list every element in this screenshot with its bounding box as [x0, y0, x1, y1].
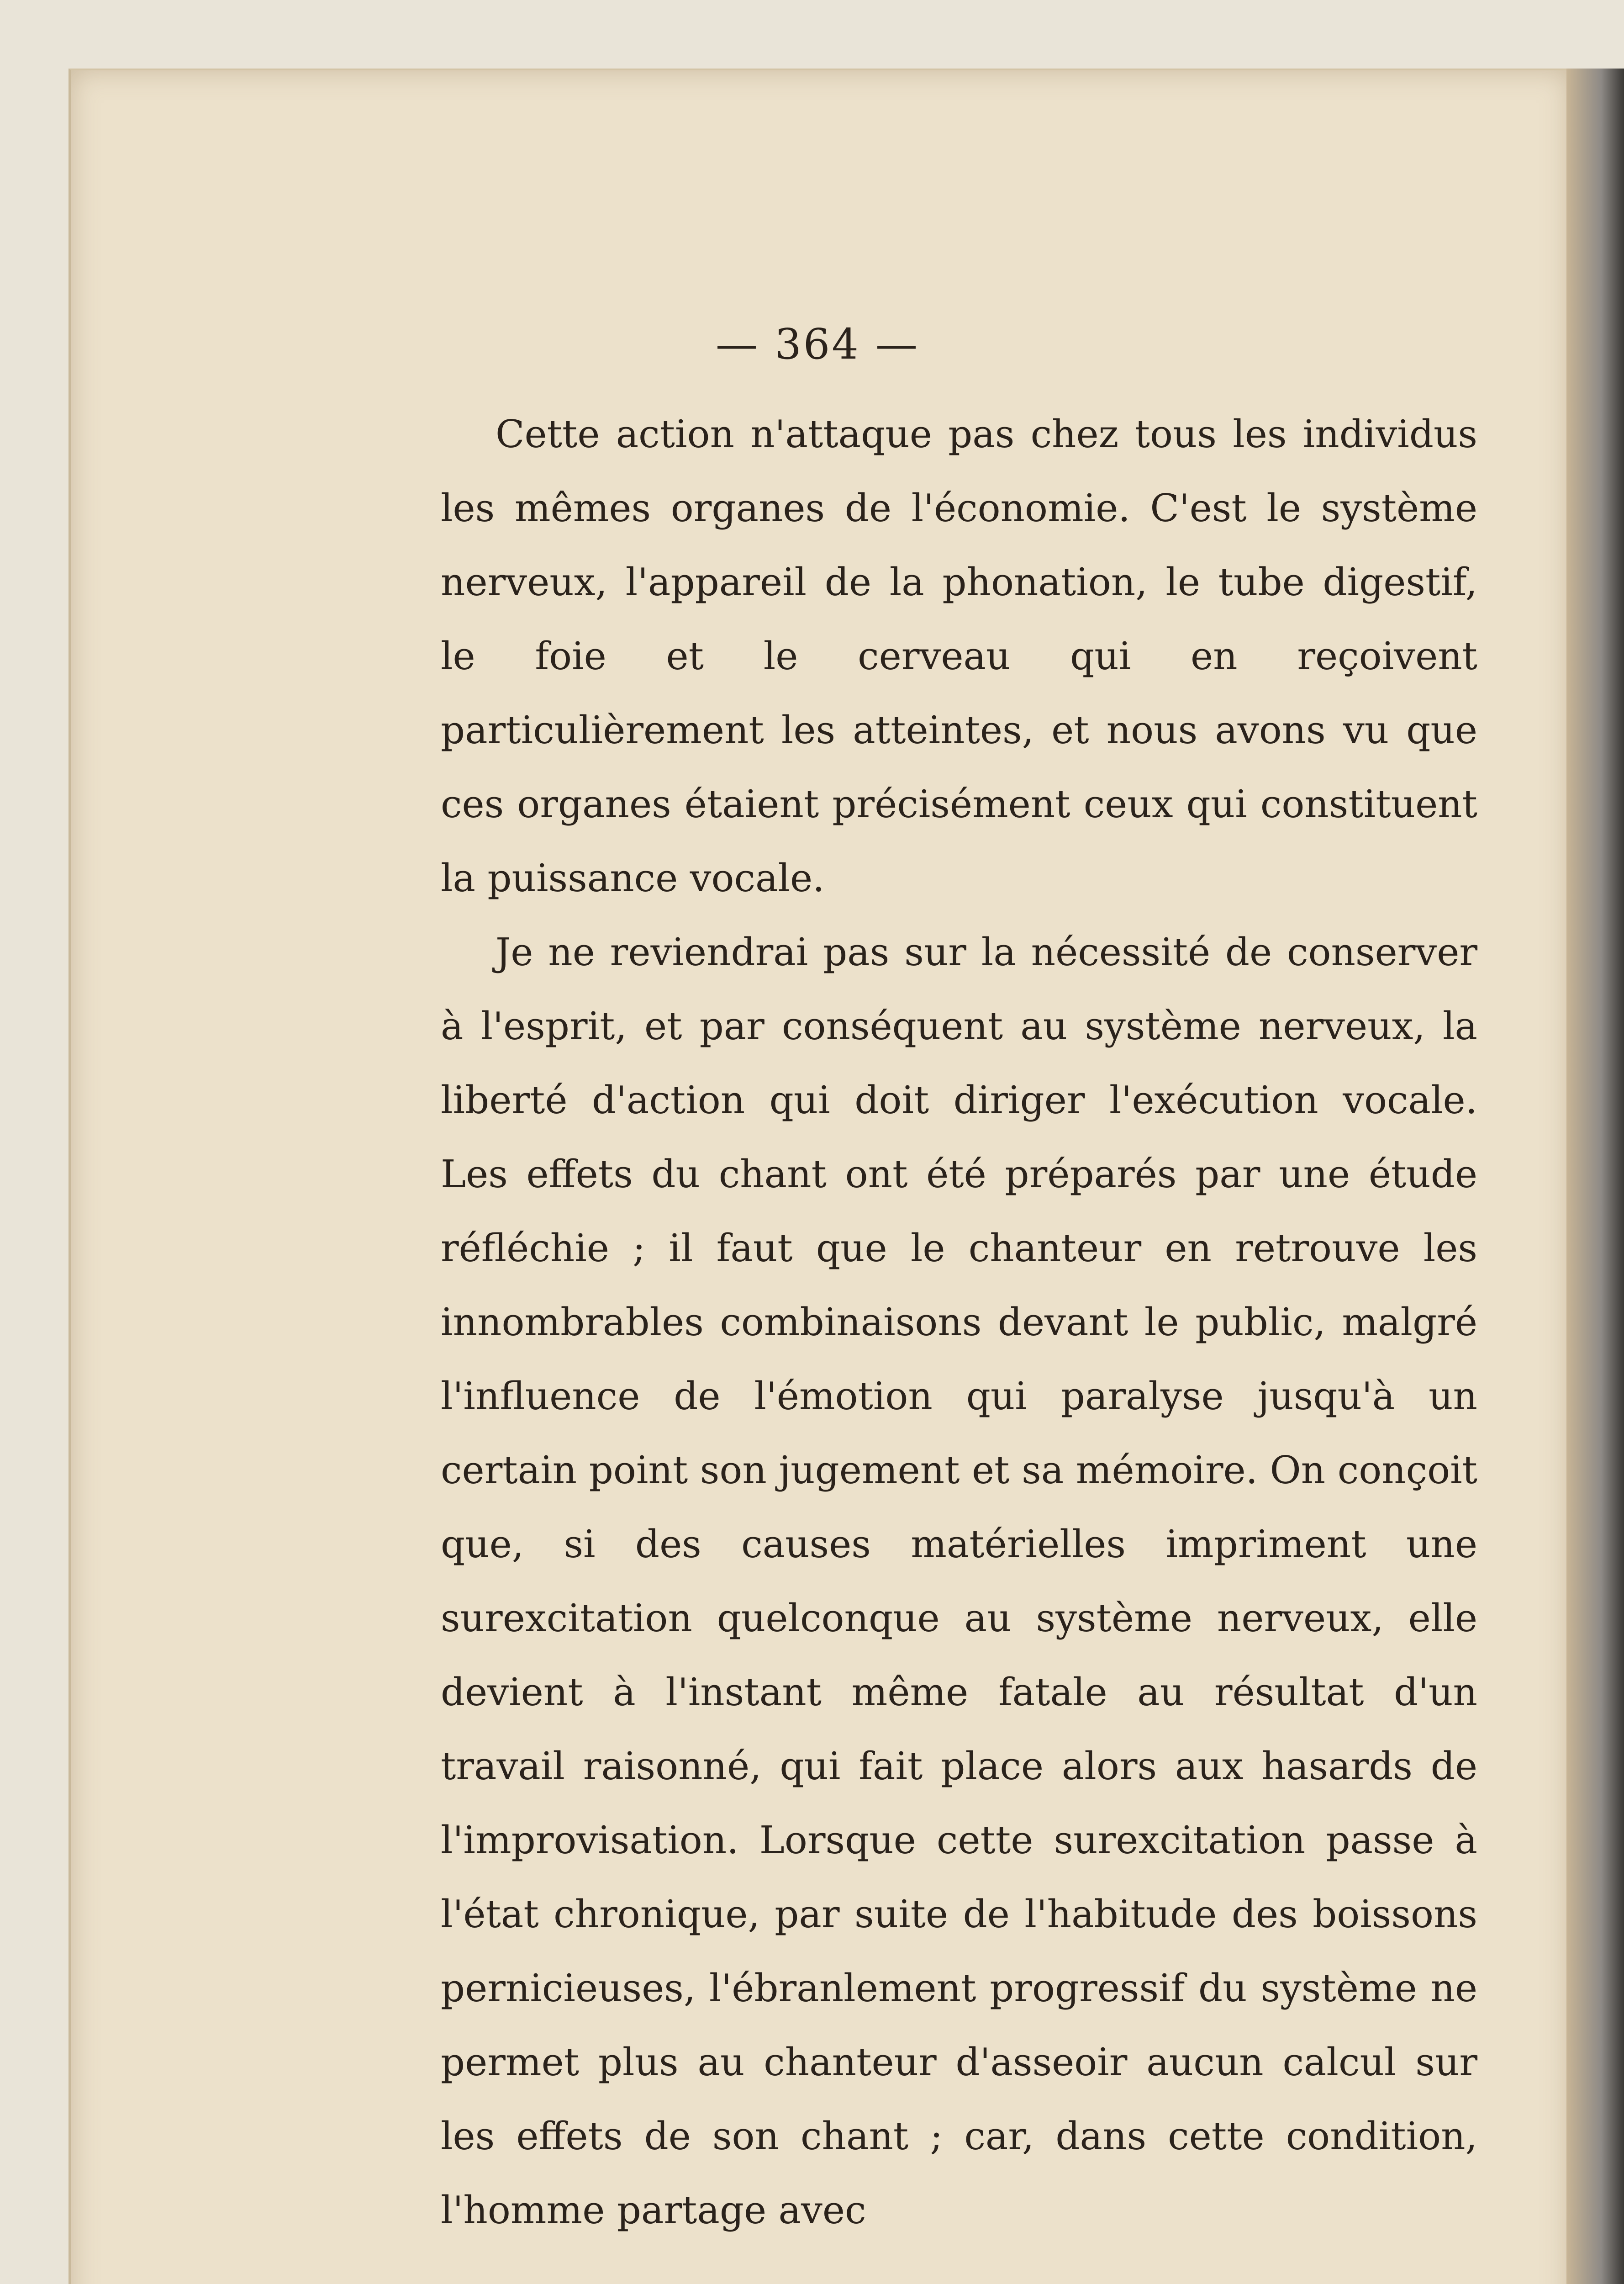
- page-edge-shadow: [1566, 69, 1624, 2284]
- paragraph-1: Cette action n'attaque pas chez tous les individus les mêmes organes de l'économie. C'est le système nerveux, l'appareil de la phonation, le tube digestif, le foie et le cerveau qui en reçoivent particulièrement les atteintes, et nous avons vu que ces organes étaient précisément ceux qui constituent la puissance vocale.: [441, 412, 1477, 900]
- body-text: [441, 397, 1477, 2247]
- paragraph-2: Je ne reviendrai pas sur la nécessité de conserver à l'esprit, et par conséquent au système nerveux, la liberté d'action qui doit diriger l'exécution vocale. Les effets du chant ont été préparés par une étude réfléchie ; il faut que le chanteur en retrouve les innombrables combinaisons devant le public, malgré l'influence de l'émotion qui paralyse jusqu'à un certain point son jugement et sa mémoire. On conçoit que, si des causes matérielles impriment une surexcitation quelconque au système nerveux, elle devient à l'instant même fatale au résultat d'un travail raisonné, qui fait place alors aux hasards de l'improvisation. Lorsque cette surexcitation passe à l'état chronique, par suite de l'habitude des boissons pernicieuses, l'ébranlement progressif du système ne permet plus au chanteur d'asseoir aucun calcul sur les effets de son chant ; car, dans cette condition, l'homme partage avec: [441, 930, 1477, 2232]
- page-number: — 364 —: [715, 320, 920, 369]
